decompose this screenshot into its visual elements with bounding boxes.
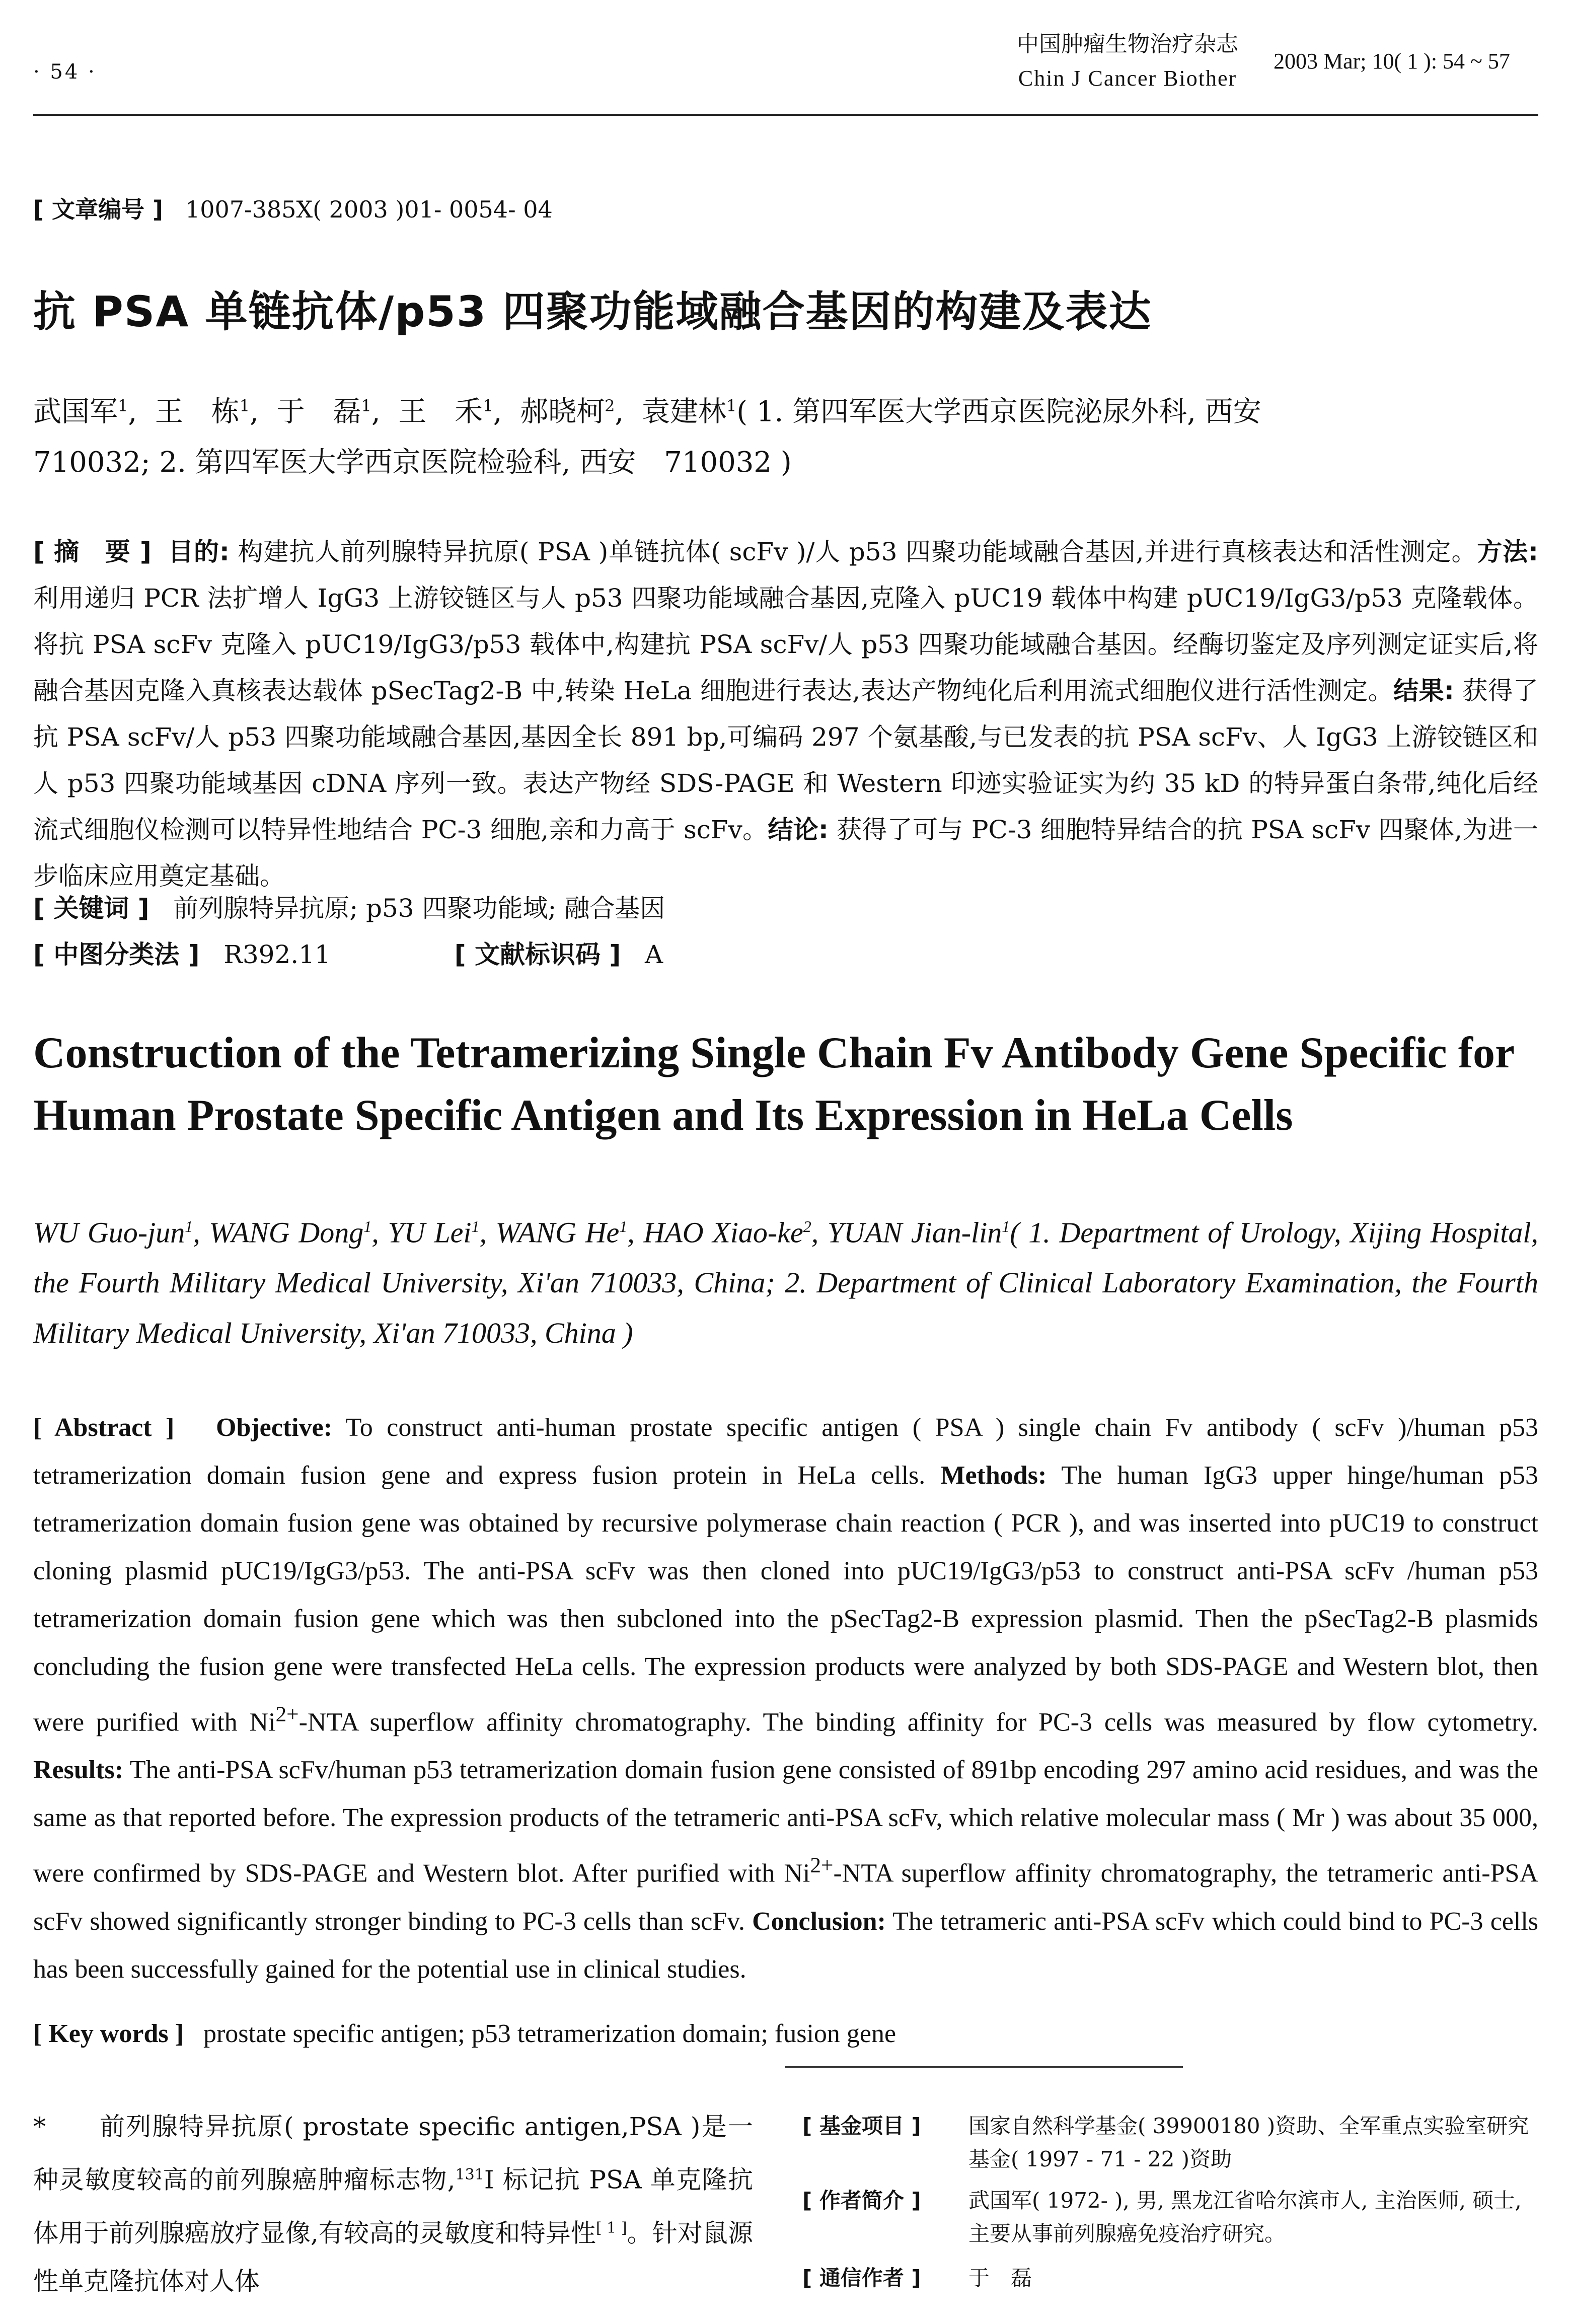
title-en-line1: Construction of the Tetramerizing Single Chain Fv Antibody Gene Specific for <box>33 1029 1515 1077</box>
abstract-en <box>33 1404 1538 1993</box>
keywords-cn <box>33 885 665 931</box>
author-cn: 武国军 <box>33 395 118 428</box>
footnote-funding <box>802 2110 1547 2176</box>
body-text-3: 。针对鼠源性单克隆抗体对人体 <box>33 2218 753 2296</box>
body-text-1: * 前列腺特异抗原( prostate specific antigen,PSA )是一种灵敏度较高的前列腺癌肿瘤标志物, <box>33 2112 753 2195</box>
abstract-en-label: [ Abstract ] <box>33 1413 175 1442</box>
body-intro <box>33 2102 753 2305</box>
header-rule <box>33 114 1538 116</box>
ni-charge: 2+ <box>810 1853 834 1878</box>
clc-value: R392.11 <box>223 940 331 969</box>
objective-label-en: Objective: <box>216 1413 333 1442</box>
fund-text: 国家自然科学基金( 39900180 )资助、全军重点实验室研究基金( 1997 - 71 - 22 )资助 <box>968 2114 1529 2171</box>
article-number-label: [ 文章编号 ] <box>33 196 164 223</box>
author-en: YU Lei <box>388 1216 472 1249</box>
classification <box>33 931 663 978</box>
methods-cn: 利用递归 PCR 法扩增人 IgG3 上游铰链区与人 p53 四聚功能域融合基因,克隆入 pUC19 载体中构建 pUC19/IgG3/p53 克隆载体。将抗 PSA scFv 克隆入 pUC19/IgG3/p53 载体中,构建抗 PSA scFv/人 p53 四聚功能域融合基因。经酶切鉴定及序列测定证实后,将融合基因克隆入真核表达载体 pSecTag2-B 中,转染 HeLa 细胞进行表达,表达产物纯化后利用流式细胞仪进行活性测定。 <box>33 584 1538 705</box>
isotope: 131 <box>455 2166 484 2184</box>
clc-label: [ 中图分类法 ] <box>33 940 200 969</box>
title-en <box>33 1022 1538 1147</box>
author-en: HAO Xiao-ke <box>643 1216 803 1249</box>
page-number: · 54 · <box>33 60 97 84</box>
author-cn: 于 磊 <box>276 395 361 428</box>
affiliation-cn-line2: 710032; 2. 第四军医大学西京医院检验科, 西安 710032 ) <box>33 446 792 479</box>
citation: [ 1 ] <box>595 2219 627 2237</box>
keywords-cn-label: [ 关键词 ] <box>33 894 149 923</box>
author-en: WANG He <box>495 1216 620 1249</box>
results-label-cn: 结果: <box>1393 676 1454 705</box>
journal-name-cn: 中国肿瘤生物治疗杂志 <box>1017 31 1238 57</box>
abstract-cn-label: [ 摘 要 ] <box>33 537 152 566</box>
article-number-value: 1007-385X( 2003 )01- 0054- 04 <box>185 196 553 223</box>
authors-en: WU Guo-jun$^1$, WANG Dong$^1$, YU Lei$^1$, WANG He$^1$, HAO Xiao-$ke^2$, YUAN Jian-lin$^1$( 1. Department of Urology, Xijing Hospital, the Fourth Military Medical University, Xi'an 710033, China; 2. Department of Clinical Laboratory Examination, the Fourth Military Medical University, Xi'an 710033, China ) <box>33 1216 1539 1350</box>
ni-charge: 2+ <box>275 1702 299 1726</box>
results-en-1: The anti-PSA scFv/human p53 tetramerization domain fusion gene consisted of 891bp encoding 297 amino acid residues, and was the same as that reported before. The expression products of the tetrameric anti-PSA scFv, which relative molecular mass ( Mr ) was about 35 000, were confirmed by SDS-PAGE and Western blot. After purified with Ni <box>33 1756 1538 1888</box>
footnote-author-bio <box>802 2184 1547 2250</box>
objective-en: To construct anti-human prostate specific antigen ( PSA ) single chain Fv antibody ( scFv )/human p53 tetramerization domain fusion gene and express fusion protein in HeLa cells. <box>33 1413 1538 1490</box>
body-text-2: I 标记抗 PSA 单克隆抗体用于前列腺癌放疗显像,有较高的灵敏度和特异性 <box>33 2165 753 2248</box>
affiliation-en: ( 1. Department of Urology, Xijing Hospital, the Fourth Military Medical University, Xi'an 710033, China; 2. Department of Clinical Laboratory Examination, the Fourth Military Medical University, Xi'an 710033, China ) <box>33 1216 1539 1350</box>
conclusion-label-en: Conclusion: <box>752 1907 886 1936</box>
title-cn: 抗 PSA 单链抗体/p53 四聚功能域融合基因的构建及表达 <box>33 287 1152 336</box>
objective-label-cn: 目的: <box>168 537 230 566</box>
bio-label: [ 作者简介 ] <box>802 2188 921 2213</box>
doc-code-label: [ 文献标识码 ] <box>454 940 621 969</box>
results-en-2: -NTA superflow affinity chromatography, the tetrameric anti-PSA scFv showed significantly stronger binding to PC-3 cells than scFv. <box>33 1859 1538 1936</box>
title-en-line2: Human Prostate Specific Antigen and Its Expression in HeLa Cells <box>33 1091 1293 1140</box>
conclusion-en: The tetrameric anti-PSA scFv which could bind to PC-3 cells has been successfully gained for the potential use in clinical studies. <box>33 1907 1539 1984</box>
article-number <box>33 186 553 233</box>
authors-cn: 武国军$^1$, 王 栋$^1$, 于 磊$^1$, 王 禾$^1$, 郝晓柯$^2$, 袁建林$^1$( 1. 第四军医大学西京医院泌尿外科, 西安 710032; 2. 第四军医大学西京医院检验科, 西安 710032 ) <box>33 395 1261 479</box>
methods-label-cn: 方法: <box>1477 537 1538 566</box>
author-cn: 王 栋 <box>155 395 240 428</box>
affiliation-cn-line1: ( 1. 第四军医大学西京医院泌尿外科, 西安 <box>736 395 1261 428</box>
methods-en-1: The human IgG3 upper hinge/human p53 tetramerization domain fusion gene was obtained by recursive polymerase chain reaction ( PCR ), and was inserted into pUC19 to construct cloning plasmid pUC19/IgG3/p53. The anti-PSA scFv was then cloned into pUC19/IgG3/p53 to construct anti-PSA scFv /human p53 tetramerization domain fusion gene which was then subcloned into the pSecTag2-B expression plasmid. Then the pSecTag2-B plasmids concluding the fusion gene were transfected HeLa cells. The expression products were analyzed by both SDS-PAGE and Western blot, then were purified with Ni <box>33 1461 1539 1737</box>
keywords-cn-value: 前列腺特异抗原; p53 四聚功能域; 融合基因 <box>173 894 665 923</box>
journal-name-en: Chin J Cancer Biother <box>1018 66 1237 91</box>
author-cn: 袁建林 <box>641 395 726 428</box>
corr-text: 于 磊 <box>968 2266 1032 2290</box>
journal-name <box>987 27 1268 96</box>
issue-info: 2003 Mar; 10( 1 ): 54 ~ 57 <box>1274 49 1510 74</box>
author-cn: 王 禾 <box>398 395 483 428</box>
author-en: WANG Dong <box>209 1216 364 1249</box>
results-cn: 获得了抗 PSA scFv/人 p53 四聚功能域融合基因,基因全长 891 bp,可编码 297 个氨基酸,与已发表的抗 PSA scFv、人 IgG3 上游铰链区和人 p53 四聚功能域基因 cDNA 序列一致。表达产物经 SDS-PAGE 和 Western 印迹实验证实为约 35 kD 的特异蛋白条带,纯化后经流式细胞仪检测可以特异性地结合 PC-3 细胞,亲和力高于 scFv。 <box>33 676 1538 844</box>
author-en: WU Guo-jun <box>33 1216 185 1249</box>
author-en: YUAN Jian-lin <box>827 1216 1002 1249</box>
abstract-cn <box>33 529 1538 899</box>
footnote-rule <box>785 2066 1183 2068</box>
conclusion-cn: 获得了可与 PC-3 细胞特异结合的抗 PSA scFv 四聚体,为进一步临床应用奠定基础。 <box>33 815 1538 891</box>
author-cn: 郝晓柯 <box>520 395 605 428</box>
methods-label-en: Methods: <box>940 1461 1047 1490</box>
corr-label: [ 通信作者 ] <box>802 2266 921 2290</box>
doc-code-value: A <box>644 940 663 969</box>
methods-en-2: -NTA superflow affinity chromatography. The binding affinity for PC-3 cells was measured by flow cytometry. <box>298 1708 1538 1737</box>
keywords-en-label: [ Key words ] <box>33 2019 184 2048</box>
conclusion-label-cn: 结论: <box>768 815 829 844</box>
keywords-en-value: prostate specific antigen; p53 tetramerization domain; fusion gene <box>203 2019 896 2048</box>
bio-text: 武国军( 1972- ), 男, 黑龙江省哈尔滨市人, 主治医师, 硕士, 主要从事前列腺癌免疫治疗研究。 <box>968 2188 1522 2246</box>
objective-cn: 构建抗人前列腺特异抗原( PSA )单链抗体( scFv )/人 p53 四聚功能域融合基因,并进行真核表达和活性测定。 <box>238 537 1477 566</box>
keywords-en <box>33 2010 896 2058</box>
results-label-en: Results: <box>33 1756 124 1785</box>
footnote-corresponding <box>802 2262 1547 2295</box>
fund-label: [ 基金项目 ] <box>802 2114 921 2138</box>
